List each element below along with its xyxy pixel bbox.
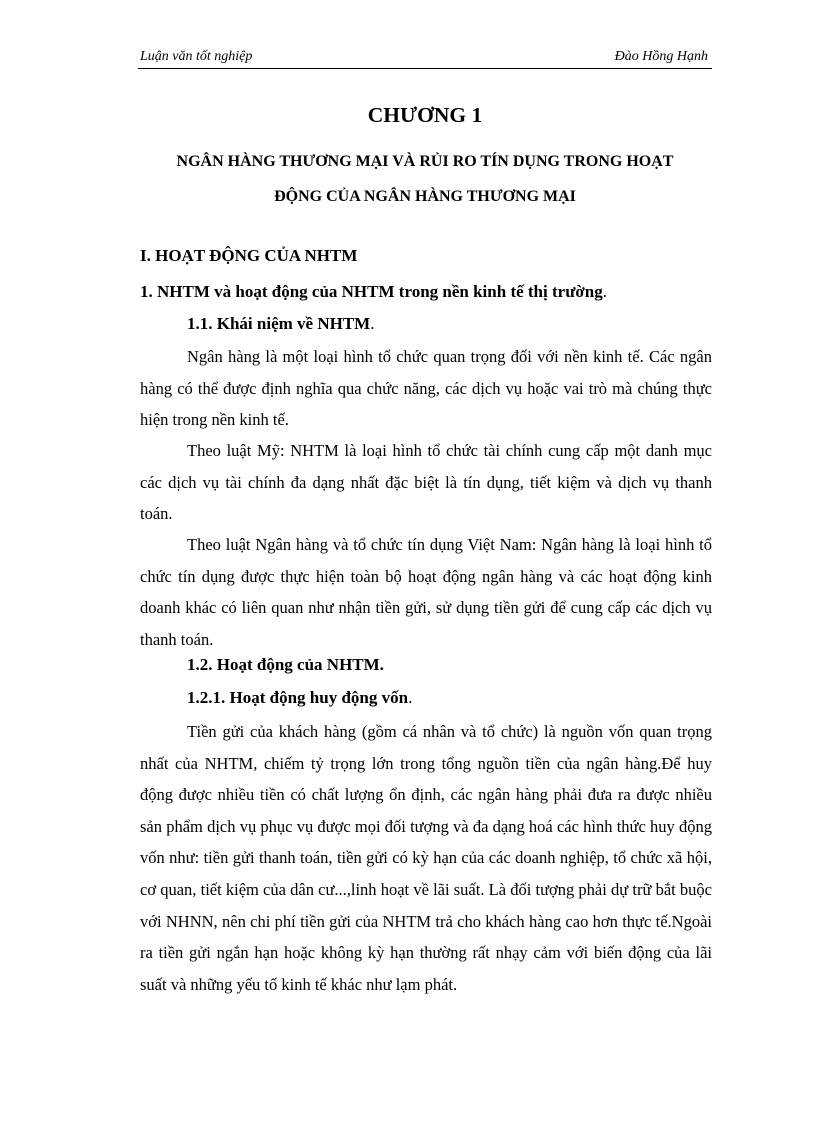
subsection-heading-1-1-text: 1.1. Khái niệm về NHTM [187,314,371,333]
paragraph-deposit-mobilization: Tiền gửi của khách hàng (gồm cá nhân và tổ chức) là nguồn vốn quan trọng nhất của NHTM, chiếm tỷ trọng lớn trong tổng nguồn tiền của ngân hàng.Để huy động được nhiều tiền có chất lượng ổn định, các ngân hàng phải đưa ra được nhiều sản phẩm dịch vụ phục vụ được mọi đối tượng và đa dạng hoá các hình thức huy động vốn như: tiền gửi thanh toán, tiền gửi có kỳ hạn của các doanh nghiệp, tổ chức xã hội, cơ quan, tiết kiệm của dân cư...,linh hoạt về lãi suất. Là đối tượng phải dự trữ bắt buộc với NHNN, nên chi phí tiền gửi của NHTM trả cho khách hàng cao hơn thực tế.Ngoài ra tiền gửi ngắn hạn hoặc không kỳ hạn thường rất nhạy cảm với biến động của lãi suất và những yếu tố kinh tế khác như lạm phát. [140,722,712,994]
heading-period: . [602,282,608,301]
heading-period: . [370,314,375,333]
section-heading-1-1 [140,282,607,302]
subsection-heading-1-2-1-text: 1.2.1. Hoạt động huy động vốn [187,688,409,707]
section-heading-1: I. HOẠT ĐỘNG CỦA NHTM [140,246,358,265]
chapter-subtitle-line-1: NGÂN HÀNG THƯƠNG MẠI VÀ RỦI RO TÍN DỤNG TRONG HOẠT [176,153,674,170]
chapter-title: CHƯƠNG 1 [367,103,483,127]
subsection-heading-1-1 [187,314,374,334]
header-thesis-label: Luận văn tốt nghiệp [140,49,253,64]
chapter-subtitle [138,144,712,214]
subsection-heading-1-2: 1.2. Hoạt động của NHTM. [187,655,384,674]
paragraph-bank-definition: Ngân hàng là một loại hình tổ chức quan trọng đối với nền kinh tế. Các ngân hàng có thể được định nghĩa qua chức năng, các dịch vụ hoặc vai trò mà chúng thực hiện trong nền kinh tế. [140,347,712,430]
paragraph-vietnam-law: Theo luật Ngân hàng và tổ chức tín dụng Việt Nam: Ngân hàng là loại hình tổ chức tín dụng được thực hiện toàn bộ hoạt động ngân hàng và các hoạt động kinh doanh khác có liên quan như nhận tiền gửi, sử dụng tiền gửi để cung cấp các dịch vụ thanh toán. [140,535,712,649]
heading-period: . [408,688,413,707]
chapter-subtitle-line-2: ĐỘNG CỦA NGÂN HÀNG THƯƠNG MẠI [274,188,576,205]
section-heading-1-1-text: 1. NHTM và hoạt động của NHTM trong nền kinh tế thị trường [140,282,603,301]
header-author-name: Đào Hồng Hạnh [614,49,708,64]
page-header [138,44,712,69]
paragraph-us-law: Theo luật Mỹ: NHTM là loại hình tổ chức tài chính cung cấp một danh mục các dịch vụ tài chính đa dạng nhất đặc biệt là tín dụng, tiết kiệm và dịch vụ thanh toán. [140,441,712,524]
subsection-heading-1-2-1 [187,688,412,708]
